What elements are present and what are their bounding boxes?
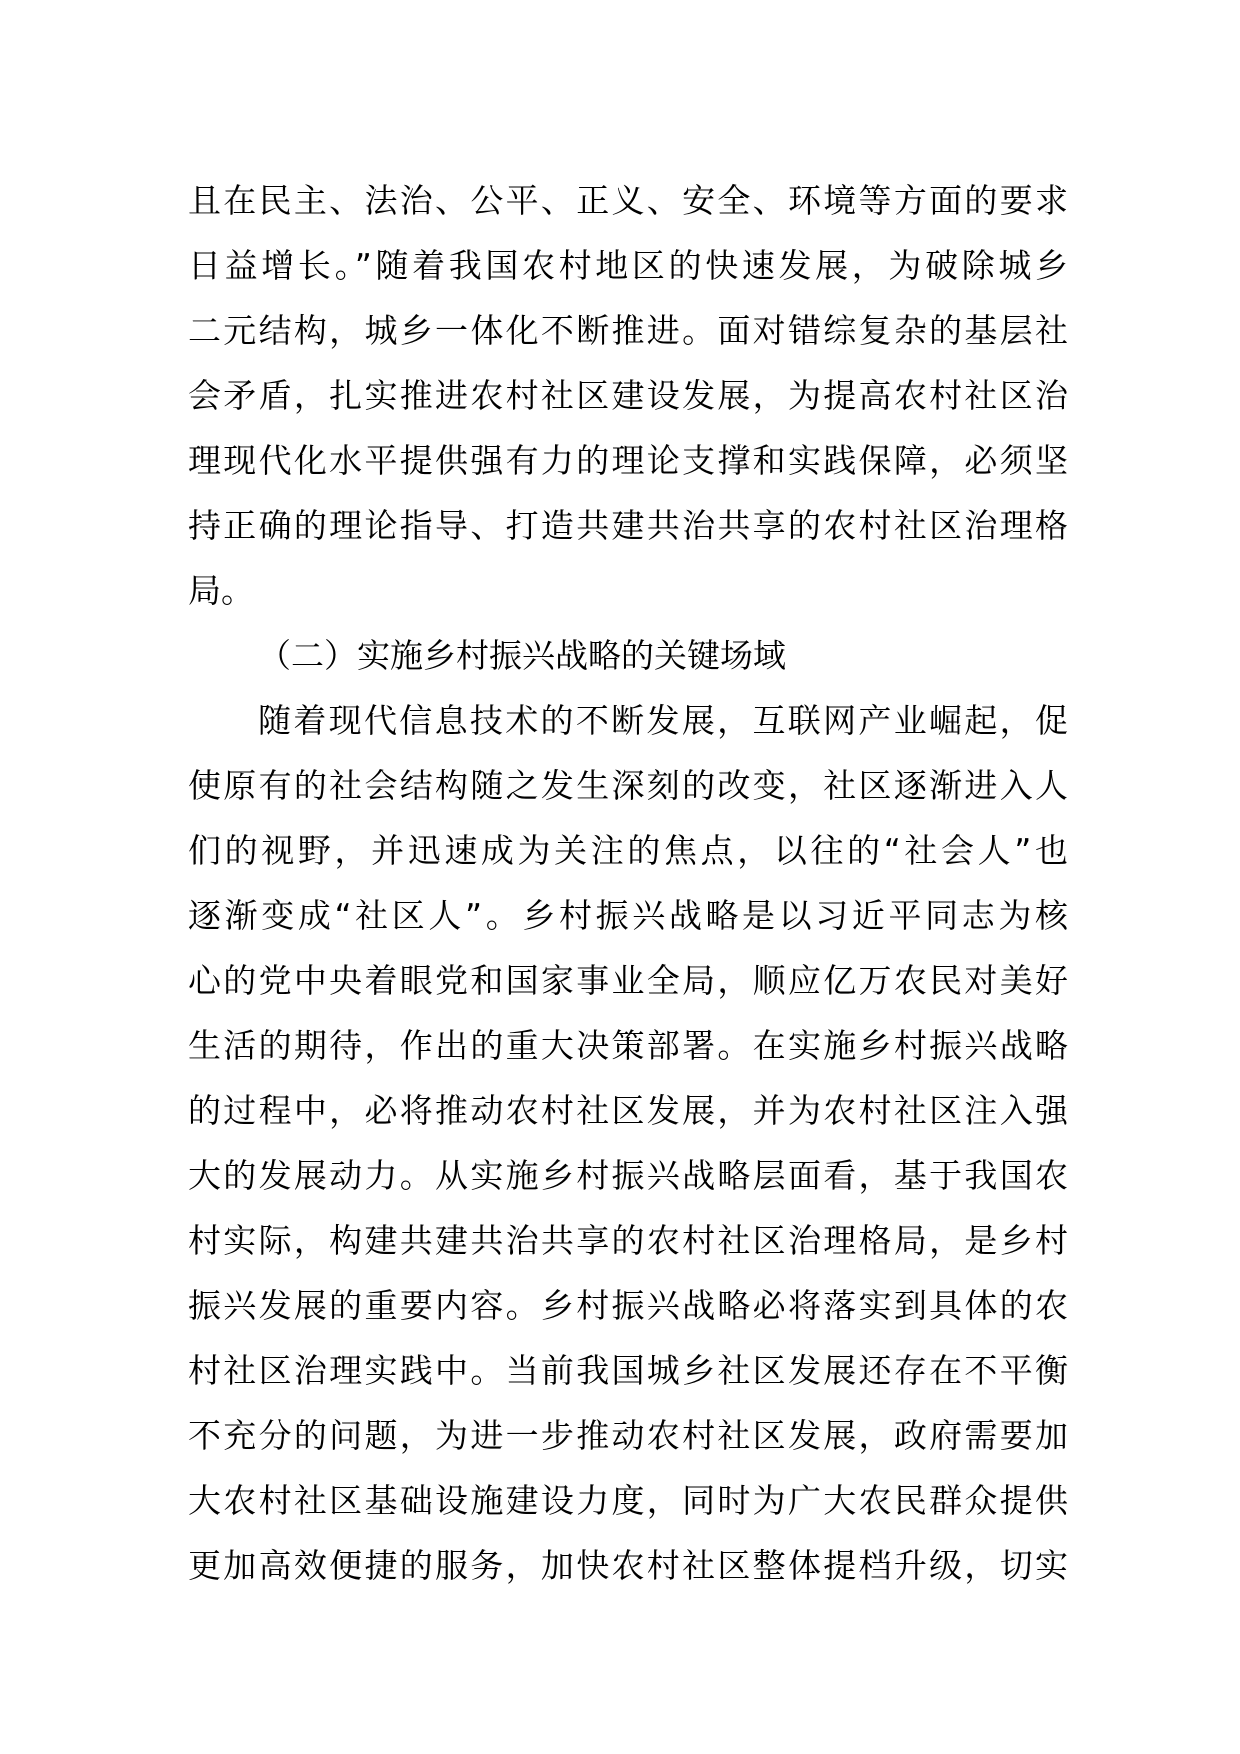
text-line: 大的发展动力。从实施乡村振兴战略层面看，基于我国农 bbox=[188, 1156, 1068, 1195]
heading-text: （二）实施乡村振兴战略的关键场域 bbox=[258, 636, 786, 675]
text-line: 振兴发展的重要内容。乡村振兴战略必将落实到具体的农 bbox=[188, 1286, 1068, 1325]
paragraph bbox=[188, 688, 1068, 1598]
text-line: 生活的期待，作出的重大决策部署。在实施乡村振兴战略 bbox=[188, 1026, 1068, 1065]
body-text bbox=[188, 168, 1068, 1598]
text-line: 的过程中，必将推动农村社区发展，并为农村社区注入强 bbox=[188, 1091, 1068, 1130]
text-line: 理现代化水平提供强有力的理论支撑和实践保障，必须坚 bbox=[188, 441, 1068, 480]
text-line: 持正确的理论指导、打造共建共治共享的农村社区治理格 bbox=[188, 506, 1068, 545]
text-line: 使原有的社会结构随之发生深刻的改变，社区逐渐进入人 bbox=[188, 766, 1068, 805]
text-line: 且在民主、法治、公平、正义、安全、环境等方面的要求 bbox=[188, 181, 1068, 220]
text-line: 日益增长。”随着我国农村地区的快速发展，为破除城乡 bbox=[188, 246, 1068, 285]
text-line: 逐渐变成“社区人”。乡村振兴战略是以习近平同志为核 bbox=[188, 896, 1068, 935]
text-line: 们的视野，并迅速成为关注的焦点，以往的“社会人”也 bbox=[188, 831, 1068, 870]
text-line: 村实际，构建共建共治共享的农村社区治理格局，是乡村 bbox=[188, 1221, 1068, 1260]
text-line: 更加高效便捷的服务，加快农村社区整体提档升级，切实 bbox=[188, 1546, 1068, 1585]
text-line: 村社区治理实践中。当前我国城乡社区发展还存在不平衡 bbox=[188, 1351, 1068, 1390]
text-line: 局。 bbox=[188, 571, 254, 610]
text-line: 心的党中央着眼党和国家事业全局，顺应亿万农民对美好 bbox=[188, 961, 1068, 1000]
text-line: 二元结构，城乡一体化不断推进。面对错综复杂的基层社 bbox=[188, 311, 1068, 350]
section-heading bbox=[188, 623, 1068, 688]
paragraph-continuation bbox=[188, 168, 1068, 623]
text-line: 不充分的问题，为进一步推动农村社区发展，政府需要加 bbox=[188, 1416, 1068, 1455]
text-line: 大农村社区基础设施建设力度，同时为广大农民群众提供 bbox=[188, 1481, 1068, 1520]
text-line: 随着现代信息技术的不断发展，互联网产业崛起，促 bbox=[258, 701, 1068, 740]
text-line: 会矛盾，扎实推进农村社区建设发展，为提高农村社区治 bbox=[188, 376, 1068, 415]
